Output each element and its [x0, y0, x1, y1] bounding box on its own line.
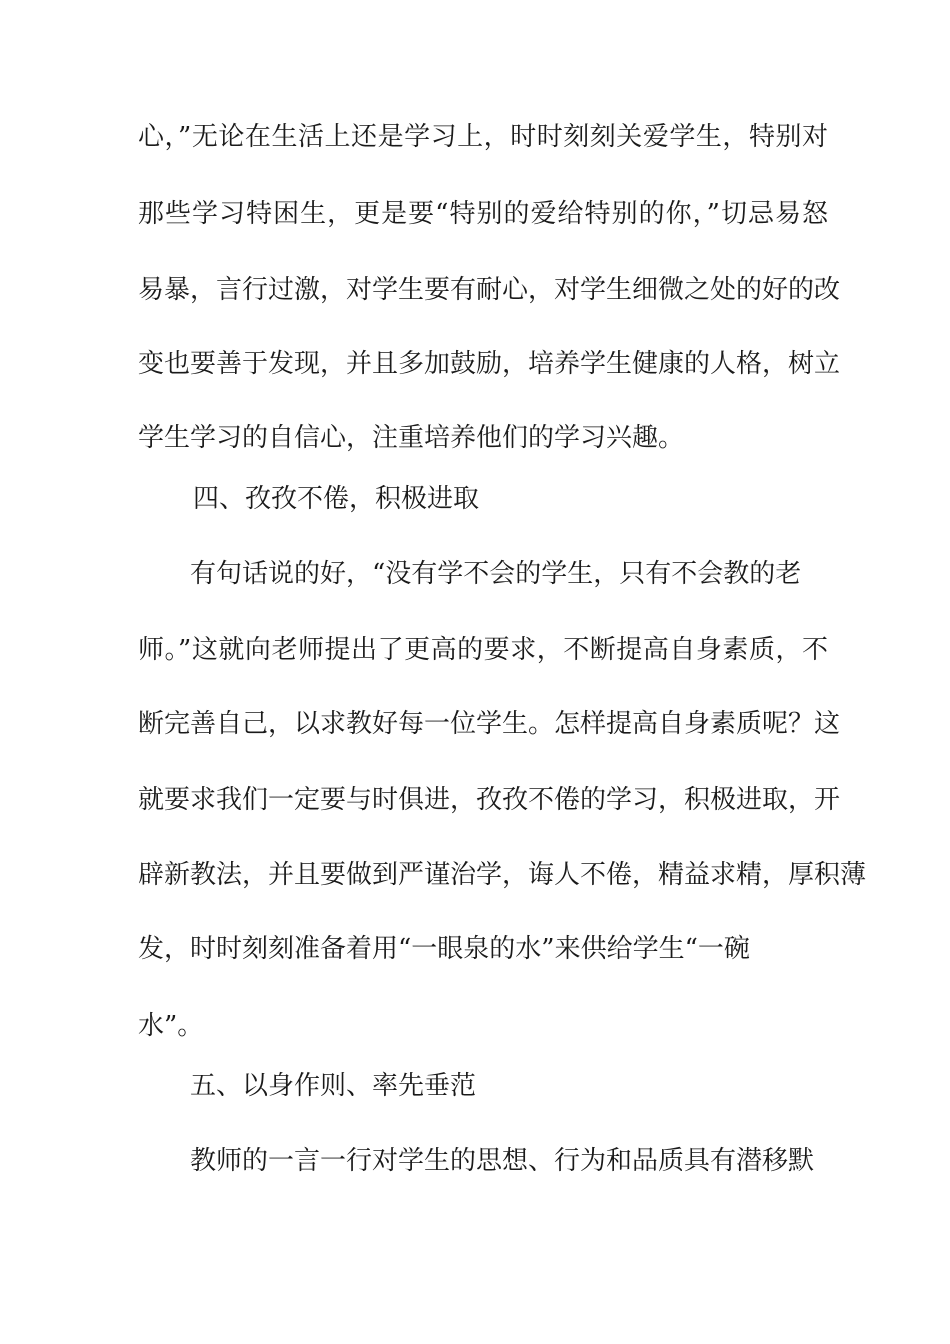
paragraph-2-line-1: 有句话说的好，“没有学不会的学生，只有不会教的老: [190, 559, 802, 589]
paragraph-2-line-7: 水”。: [138, 1011, 204, 1041]
paragraph-1-line-4: 变也要善于发现，并且多加鼓励，培养学生健康的人格，树立: [138, 349, 841, 379]
section-heading-4: 四、孜孜不倦，积极进取: [193, 484, 480, 514]
paragraph-2-line-6: 发，时时刻刻准备着用“一眼泉的水”来供给学生“一碗: [138, 934, 750, 964]
paragraph-1-line-2: 那些学习特困生，更是要“特别的爱给特别的你，”切忌易怒: [138, 199, 828, 229]
paragraph-1-line-3: 易暴，言行过激，对学生要有耐心，对学生细微之处的好的改: [138, 275, 841, 305]
paragraph-1-line-5: 学生学习的自信心，注重培养他们的学习兴趣。: [138, 423, 685, 453]
paragraph-2-line-3: 断完善自己，以求教好每一位学生。怎样提高自身素质呢？这: [138, 709, 841, 739]
paragraph-1-line-1: 心，”无论在生活上还是学习上，时时刻刻关爱学生，特别对: [138, 122, 828, 152]
paragraph-3-line-1: 教师的一言一行对学生的思想、行为和品质具有潜移默: [190, 1146, 815, 1176]
paragraph-2-line-4: 就要求我们一定要与时俱进，孜孜不倦的学习，积极进取，开: [138, 785, 841, 815]
paragraph-2-line-2: 师。”这就向老师提出了更高的要求，不断提高自身素质，不: [138, 635, 828, 665]
paragraph-2-line-5: 辟新教法，并且要做到严谨治学，诲人不倦，精益求精，厚积薄: [138, 860, 867, 890]
section-heading-5: 五、以身作则、率先垂范: [190, 1071, 477, 1101]
